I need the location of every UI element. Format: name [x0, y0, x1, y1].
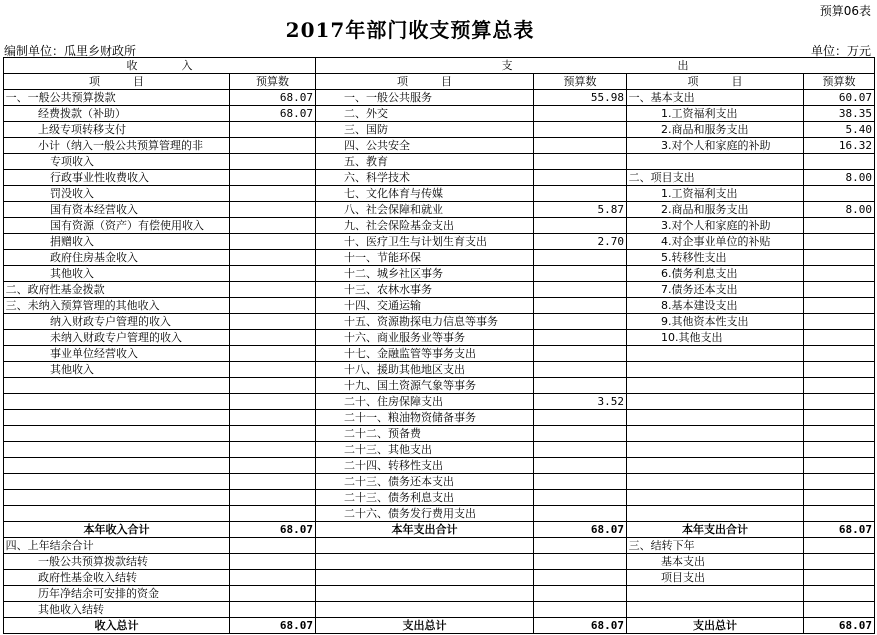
func-amount	[534, 154, 627, 170]
func-amount	[534, 282, 627, 298]
econ-item	[627, 426, 804, 442]
income-item: 政府住房基金收入	[4, 250, 230, 266]
econ-item: 2.商品和服务支出	[627, 122, 804, 138]
income-amount	[230, 410, 316, 426]
func-item: 八、社会保障和就业	[316, 202, 534, 218]
income-item: 经费拨款（补助）	[4, 106, 230, 122]
expense-section-header: 支 出	[316, 58, 875, 74]
carry-func-amount	[534, 538, 627, 554]
func-amount	[534, 138, 627, 154]
func-item: 二十三、其他支出	[316, 442, 534, 458]
func-item: 十八、援助其他地区支出	[316, 362, 534, 378]
carry-income-amount	[230, 602, 316, 618]
func-amount	[534, 362, 627, 378]
func-item: 二十、住房保障支出	[316, 394, 534, 410]
carry-func-amount	[534, 554, 627, 570]
carry-expense-item	[627, 586, 804, 602]
econ-item	[627, 410, 804, 426]
table-row	[4, 154, 875, 170]
table-row	[4, 106, 875, 122]
func-amount	[534, 346, 627, 362]
table-row	[4, 298, 875, 314]
func-amount	[534, 442, 627, 458]
grand-income-label: 收入总计	[4, 618, 230, 634]
econ-amount	[804, 474, 875, 490]
income-item: 专项收入	[4, 154, 230, 170]
income-amount	[230, 170, 316, 186]
carry-func-amount	[534, 602, 627, 618]
econ-item	[627, 346, 804, 362]
carry-func-item	[316, 602, 534, 618]
table-row	[4, 330, 875, 346]
income-amount	[230, 234, 316, 250]
carry-row	[4, 602, 875, 618]
econ-amount	[804, 266, 875, 282]
func-total-label: 本年支出合计	[316, 522, 534, 538]
econ-total-label: 本年支出合计	[627, 522, 804, 538]
func-item: 二十六、债务发行费用支出	[316, 506, 534, 522]
econ-item	[627, 506, 804, 522]
table-row	[4, 490, 875, 506]
income-item-header: 项 目	[4, 74, 230, 90]
econ-item	[627, 442, 804, 458]
econ-amount: 8.00	[804, 202, 875, 218]
income-item	[4, 426, 230, 442]
func-item: 二、外交	[316, 106, 534, 122]
table-row	[4, 138, 875, 154]
income-amount	[230, 490, 316, 506]
carry-income-item: 历年净结余可安排的资金	[4, 586, 230, 602]
income-amount	[230, 250, 316, 266]
compiling-unit: 编制单位：瓜里乡财政所	[4, 44, 137, 58]
econ-item: 7.债务还本支出	[627, 282, 804, 298]
econ-amount: 60.07	[804, 90, 875, 106]
income-amount	[230, 186, 316, 202]
econ-amount	[804, 186, 875, 202]
currency-unit: 单位：万元	[810, 44, 871, 58]
table-row	[4, 362, 875, 378]
table-row	[4, 202, 875, 218]
income-item: 二、政府性基金拨款	[4, 282, 230, 298]
income-amount	[230, 458, 316, 474]
func-item: 三、国防	[316, 122, 534, 138]
carry-expense-amount	[804, 586, 875, 602]
table-row	[4, 170, 875, 186]
func-item: 十七、金融监管等事务支出	[316, 346, 534, 362]
carry-income-amount	[230, 570, 316, 586]
econ-amount	[804, 378, 875, 394]
table-row	[4, 282, 875, 298]
carry-func-item	[316, 538, 534, 554]
econ-item: 4.对企事业单位的补贴	[627, 234, 804, 250]
income-item: 行政事业性收费收入	[4, 170, 230, 186]
income-section-header: 收 入	[4, 58, 316, 74]
econ-item: 10.其他支出	[627, 330, 804, 346]
econ-item	[627, 378, 804, 394]
econ-item: 2.商品和服务支出	[627, 202, 804, 218]
econ-item: 3.对个人和家庭的补助	[627, 138, 804, 154]
carry-expense-amount	[804, 602, 875, 618]
table-row	[4, 378, 875, 394]
income-amount	[230, 346, 316, 362]
func-item: 九、社会保险基金支出	[316, 218, 534, 234]
carry-func-item	[316, 554, 534, 570]
econ-item: 1.工资福利支出	[627, 186, 804, 202]
func-item: 二十四、转移性支出	[316, 458, 534, 474]
func-item: 二十三、债务利息支出	[316, 490, 534, 506]
income-amount	[230, 314, 316, 330]
income-amount	[230, 138, 316, 154]
grand-total-row	[4, 618, 875, 634]
table-row	[4, 250, 875, 266]
econ-amount	[804, 154, 875, 170]
income-amount	[230, 378, 316, 394]
econ-amount	[804, 282, 875, 298]
income-item: 国有资本经营收入	[4, 202, 230, 218]
carry-row	[4, 570, 875, 586]
year-total-row	[4, 522, 875, 538]
table-row	[4, 458, 875, 474]
income-amount	[230, 506, 316, 522]
table-row	[4, 410, 875, 426]
econ-amount	[804, 506, 875, 522]
func-item: 四、公共安全	[316, 138, 534, 154]
income-item: 一、一般公共预算拨款	[4, 90, 230, 106]
func-amount	[534, 458, 627, 474]
table-row	[4, 314, 875, 330]
func-item: 十六、商业服务业等事务	[316, 330, 534, 346]
income-item: 其他收入	[4, 362, 230, 378]
func-item: 二十三、债务还本支出	[316, 474, 534, 490]
func-amount	[534, 314, 627, 330]
income-amount: 68.07	[230, 90, 316, 106]
income-item: 事业单位经营收入	[4, 346, 230, 362]
income-item: 捐赠收入	[4, 234, 230, 250]
carry-func-amount	[534, 586, 627, 602]
grand-econ-value: 68.07	[804, 618, 875, 634]
income-item	[4, 458, 230, 474]
table-row	[4, 90, 875, 106]
income-amount	[230, 442, 316, 458]
income-amount	[230, 474, 316, 490]
income-item	[4, 506, 230, 522]
econ-amount	[804, 298, 875, 314]
carry-row	[4, 554, 875, 570]
econ-item: 一、基本支出	[627, 90, 804, 106]
table-row	[4, 474, 875, 490]
income-item: 其他收入	[4, 266, 230, 282]
econ-amount	[804, 362, 875, 378]
econ-item: 二、项目支出	[627, 170, 804, 186]
func-amount: 3.52	[534, 394, 627, 410]
econ-item	[627, 154, 804, 170]
carry-expense-item: 三、结转下年	[627, 538, 804, 554]
income-item: 上级专项转移支付	[4, 122, 230, 138]
econ-amount	[804, 458, 875, 474]
econ-item: 6.债务利息支出	[627, 266, 804, 282]
section-header-row	[4, 58, 875, 74]
func-amount	[534, 474, 627, 490]
carry-row	[4, 538, 875, 554]
econ-amount	[804, 250, 875, 266]
econ-item	[627, 458, 804, 474]
func-item: 六、科学技术	[316, 170, 534, 186]
income-item	[4, 394, 230, 410]
func-item: 十五、资源勘探电力信息等事务	[316, 314, 534, 330]
func-amount	[534, 122, 627, 138]
func-item: 十一、节能环保	[316, 250, 534, 266]
table-row	[4, 234, 875, 250]
econ-amount	[804, 394, 875, 410]
func-total-value: 68.07	[534, 522, 627, 538]
func-amount	[534, 330, 627, 346]
income-amount: 68.07	[230, 106, 316, 122]
table-row	[4, 426, 875, 442]
income-amount	[230, 330, 316, 346]
carry-expense-amount	[804, 538, 875, 554]
form-code: 预算06表	[819, 4, 871, 18]
func-item: 十、医疗卫生与计划生育支出	[316, 234, 534, 250]
func-item: 十四、交通运输	[316, 298, 534, 314]
econ-amount	[804, 234, 875, 250]
econ-amount	[804, 218, 875, 234]
econ-item	[627, 474, 804, 490]
carry-income-item: 其他收入结转	[4, 602, 230, 618]
econ-amount: 16.32	[804, 138, 875, 154]
econ-item: 3.对个人和家庭的补助	[627, 218, 804, 234]
budget-table	[3, 57, 875, 634]
econ-amount	[804, 346, 875, 362]
income-item: 纳入财政专户管理的收入	[4, 314, 230, 330]
carry-expense-item: 基本支出	[627, 554, 804, 570]
income-total-value: 68.07	[230, 522, 316, 538]
grand-func-value: 68.07	[534, 618, 627, 634]
econ-amount	[804, 330, 875, 346]
table-row	[4, 394, 875, 410]
econ-amount: 8.00	[804, 170, 875, 186]
income-amount	[230, 154, 316, 170]
func-item: 一、一般公共服务	[316, 90, 534, 106]
func-amount: 2.70	[534, 234, 627, 250]
income-item	[4, 410, 230, 426]
grand-income-value: 68.07	[230, 618, 316, 634]
income-item: 小计（纳入一般公共预算管理的非	[4, 138, 230, 154]
econ-amount	[804, 410, 875, 426]
table-row	[4, 122, 875, 138]
income-amount	[230, 122, 316, 138]
income-amount	[230, 282, 316, 298]
func-amount	[534, 378, 627, 394]
carry-expense-item	[627, 602, 804, 618]
income-item: 未纳入财政专户管理的收入	[4, 330, 230, 346]
income-amount	[230, 394, 316, 410]
econ-item	[627, 394, 804, 410]
table-row	[4, 506, 875, 522]
carry-income-item: 四、上年结余合计	[4, 538, 230, 554]
income-item: 罚没收入	[4, 186, 230, 202]
func-amount	[534, 218, 627, 234]
carry-row	[4, 586, 875, 602]
grand-func-label: 支出总计	[316, 618, 534, 634]
func-amount	[534, 410, 627, 426]
func-item: 二十二、预备费	[316, 426, 534, 442]
func-item: 十九、国土资源气象等事务	[316, 378, 534, 394]
income-amount	[230, 202, 316, 218]
table-row	[4, 186, 875, 202]
econ-item	[627, 490, 804, 506]
func-item: 二十一、粮油物资储备事务	[316, 410, 534, 426]
carry-expense-amount	[804, 570, 875, 586]
income-amount	[230, 218, 316, 234]
econ-amount: 38.35	[804, 106, 875, 122]
econ-amount: 5.40	[804, 122, 875, 138]
carry-expense-amount	[804, 554, 875, 570]
carry-expense-item: 项目支出	[627, 570, 804, 586]
carry-income-item: 一般公共预算拨款结转	[4, 554, 230, 570]
func-amount	[534, 490, 627, 506]
func-amount	[534, 250, 627, 266]
carry-income-amount	[230, 586, 316, 602]
func-amount: 55.98	[534, 90, 627, 106]
econ-amount	[804, 490, 875, 506]
econ-amount-header: 预算数	[804, 74, 875, 90]
func-amount	[534, 266, 627, 282]
income-item	[4, 442, 230, 458]
func-amount	[534, 506, 627, 522]
income-item	[4, 378, 230, 394]
grand-econ-label: 支出总计	[627, 618, 804, 634]
carry-func-item	[316, 570, 534, 586]
carry-income-amount	[230, 538, 316, 554]
func-amount	[534, 106, 627, 122]
income-item: 国有资源（资产）有偿使用收入	[4, 218, 230, 234]
table-row	[4, 266, 875, 282]
income-amount-header: 预算数	[230, 74, 316, 90]
func-amount	[534, 170, 627, 186]
func-item: 五、教育	[316, 154, 534, 170]
func-item: 七、文化体育与传媒	[316, 186, 534, 202]
econ-item	[627, 362, 804, 378]
income-amount	[230, 362, 316, 378]
column-header-row	[4, 74, 875, 90]
income-amount	[230, 298, 316, 314]
econ-total-value: 68.07	[804, 522, 875, 538]
func-amount-header: 预算数	[534, 74, 627, 90]
func-amount: 5.87	[534, 202, 627, 218]
income-item	[4, 474, 230, 490]
func-item: 十二、城乡社区事务	[316, 266, 534, 282]
income-total-label: 本年收入合计	[4, 522, 230, 538]
carry-income-item: 政府性基金收入结转	[4, 570, 230, 586]
econ-amount	[804, 314, 875, 330]
page-title: 2017年部门收支预算总表	[285, 18, 535, 42]
table-row	[4, 218, 875, 234]
carry-func-amount	[534, 570, 627, 586]
carry-func-item	[316, 586, 534, 602]
func-item: 十三、农林水事务	[316, 282, 534, 298]
econ-amount	[804, 426, 875, 442]
table-row	[4, 442, 875, 458]
income-item: 三、未纳入预算管理的其他收入	[4, 298, 230, 314]
func-amount	[534, 426, 627, 442]
econ-item: 8.基本建设支出	[627, 298, 804, 314]
carry-income-amount	[230, 554, 316, 570]
econ-item: 9.其他资本性支出	[627, 314, 804, 330]
table-row	[4, 346, 875, 362]
func-item-header: 项 目	[316, 74, 534, 90]
econ-item: 1.工资福利支出	[627, 106, 804, 122]
econ-item-header: 项 目	[627, 74, 804, 90]
income-item	[4, 490, 230, 506]
income-amount	[230, 426, 316, 442]
econ-item: 5.转移性支出	[627, 250, 804, 266]
income-amount	[230, 266, 316, 282]
econ-amount	[804, 442, 875, 458]
func-amount	[534, 298, 627, 314]
func-amount	[534, 186, 627, 202]
